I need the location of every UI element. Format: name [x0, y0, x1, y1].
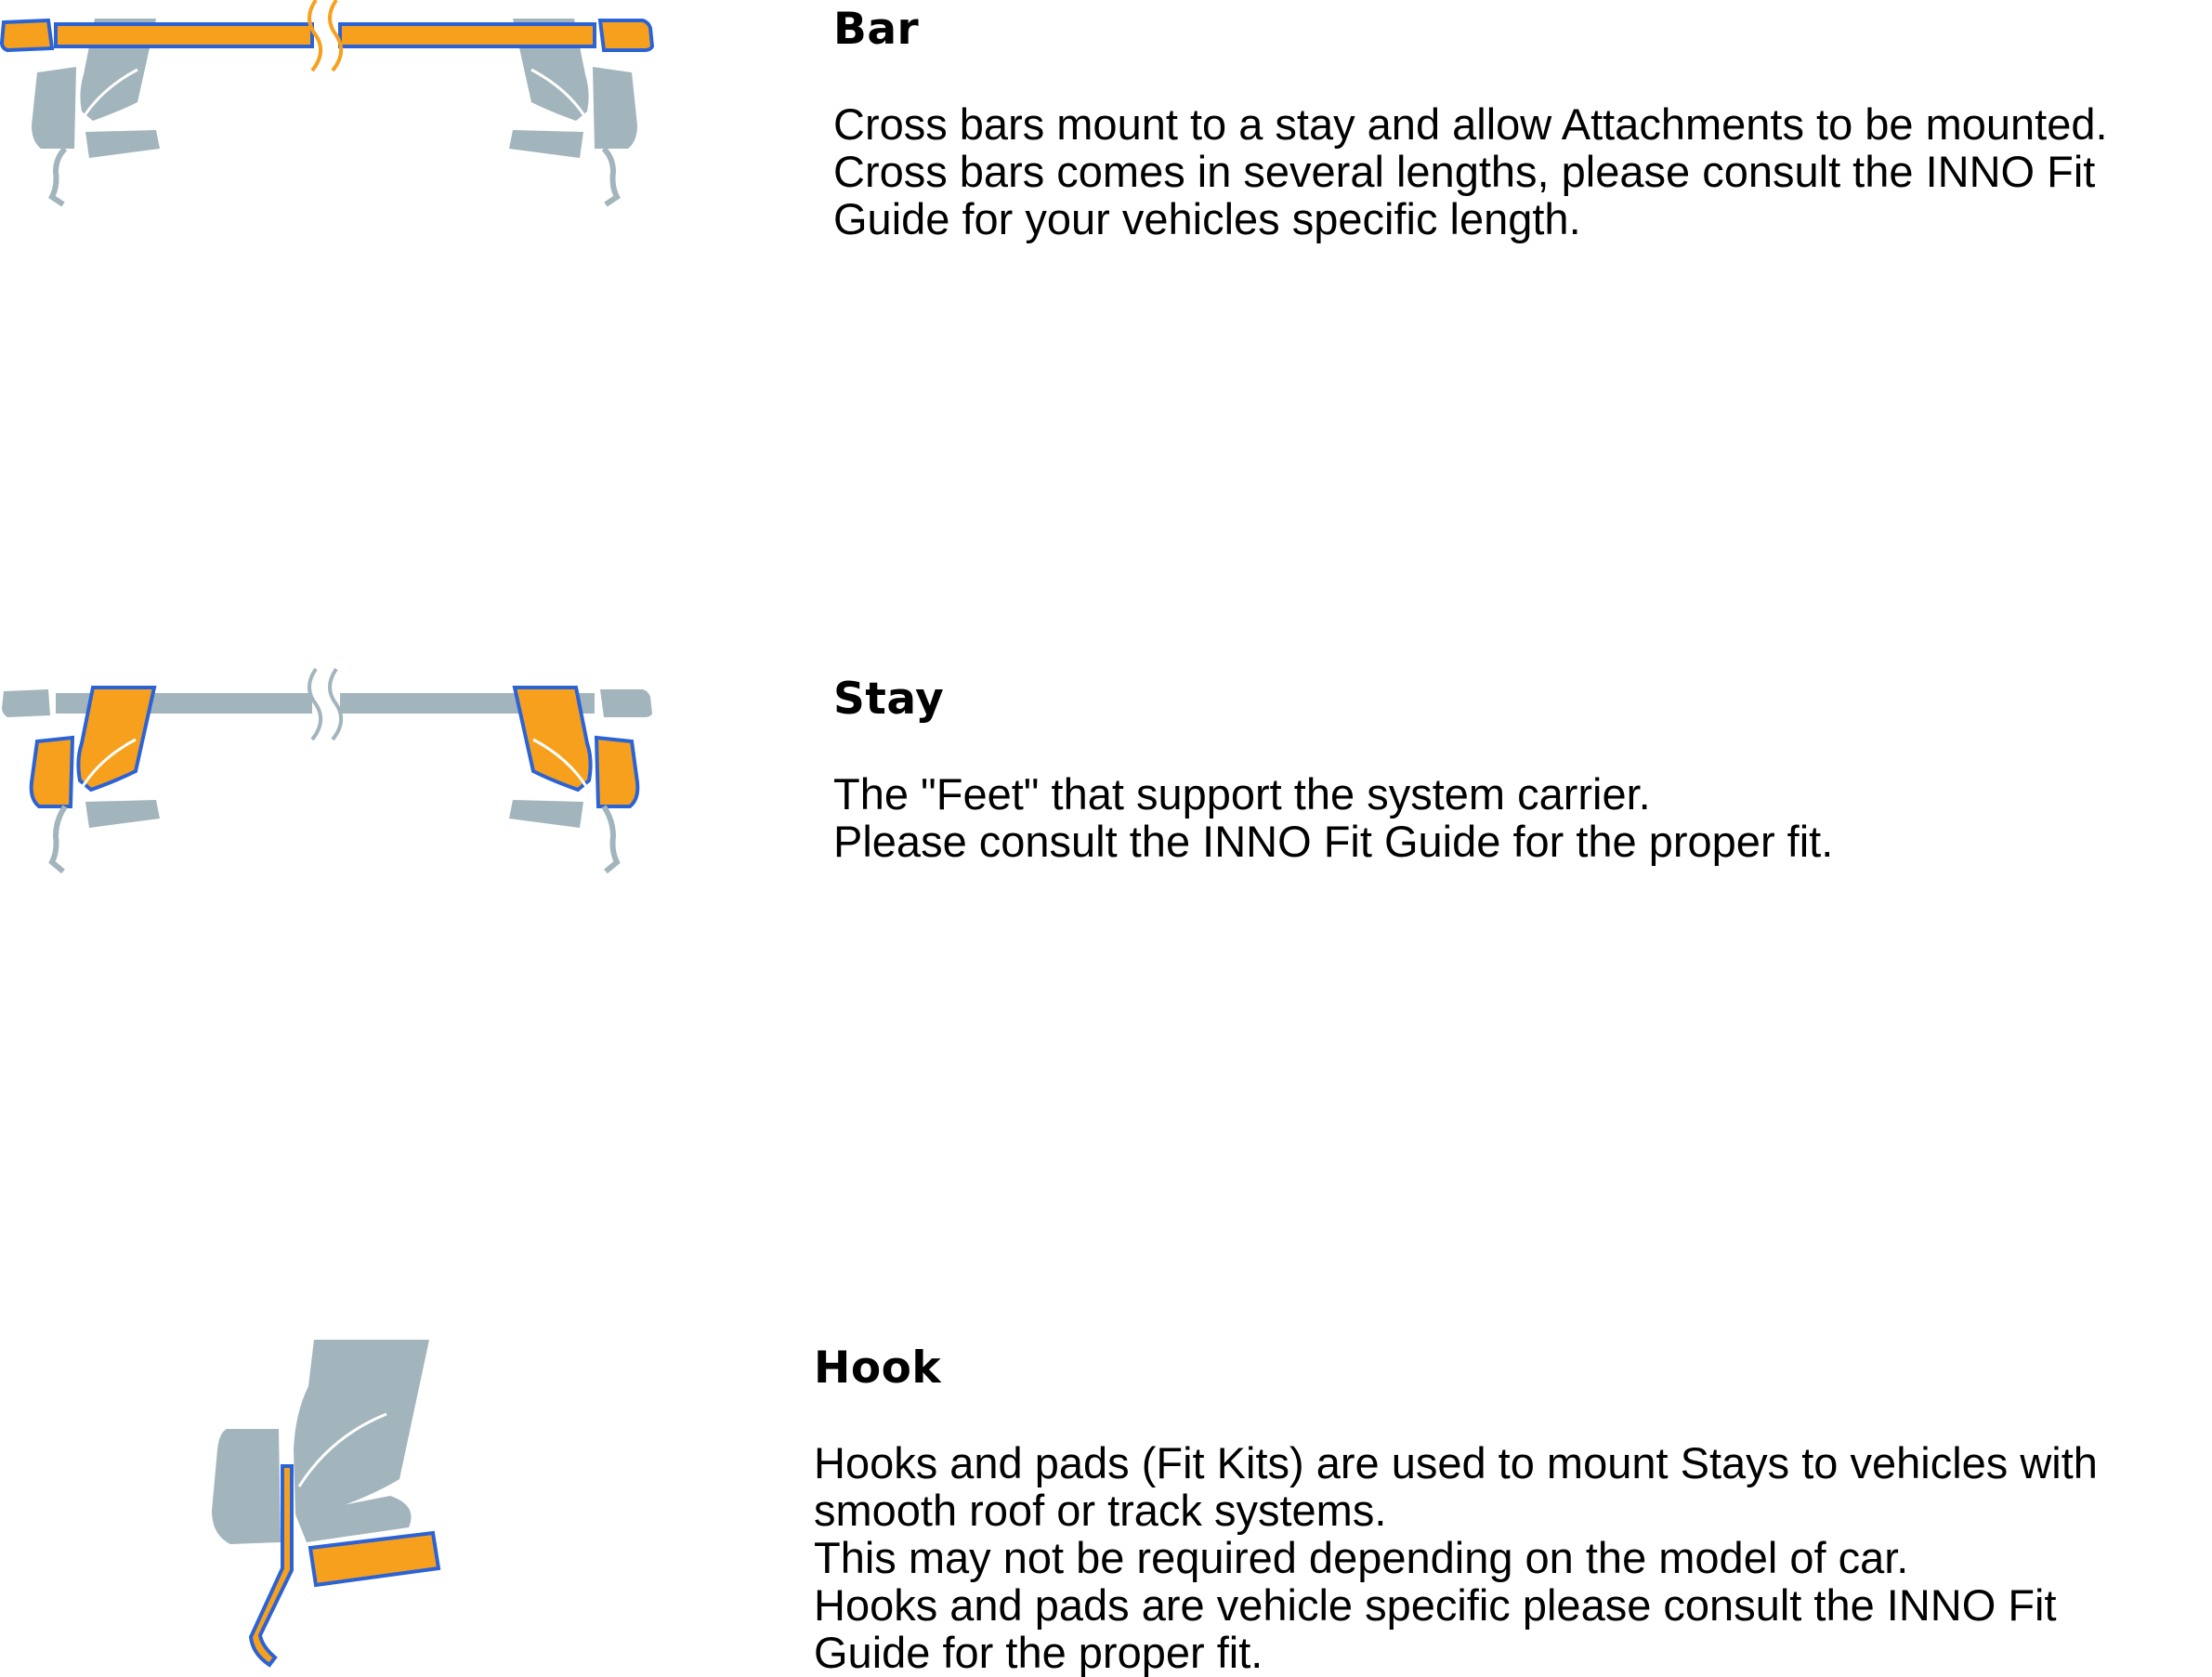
section-title: Bar	[833, 4, 920, 55]
description-line: The "Feet" that support the system carrier.	[833, 769, 1651, 819]
description-line: Hooks and pads (Fit Kits) are used to mount Stays to vehicles with	[814, 1438, 2098, 1487]
stay-illustration	[0, 667, 669, 881]
hook-pad-icon	[212, 1340, 438, 1665]
description-line: This may not be required depending on the model of car.	[814, 1533, 1909, 1582]
section-stay	[833, 674, 1834, 866]
hook-illustration	[0, 1329, 669, 1672]
description-line: Please consult the INNO Fit Guide for the proper fit.	[833, 817, 1834, 866]
section-bar	[833, 4, 2108, 243]
description-line: smooth roof or track systems.	[814, 1486, 1387, 1535]
bar-illustration	[0, 0, 669, 214]
description-line: Cross bars comes in several lengths, please consult the INNO Fit	[833, 147, 2096, 196]
description-line: Cross bars mount to a stay and allow Attachments to be mounted.	[833, 99, 2108, 149]
left-stay-icon	[32, 688, 160, 871]
description-line: Hooks and pads are vehicle specific please consult the INNO Fit	[814, 1580, 2057, 1630]
section-title: Hook	[814, 1343, 942, 1394]
description-line: Guide for the proper fit.	[814, 1628, 1263, 1677]
section-hook	[814, 1343, 2098, 1677]
section-title: Stay	[833, 674, 945, 725]
description-line: Guide for your vehicles specific length.	[833, 194, 1581, 243]
